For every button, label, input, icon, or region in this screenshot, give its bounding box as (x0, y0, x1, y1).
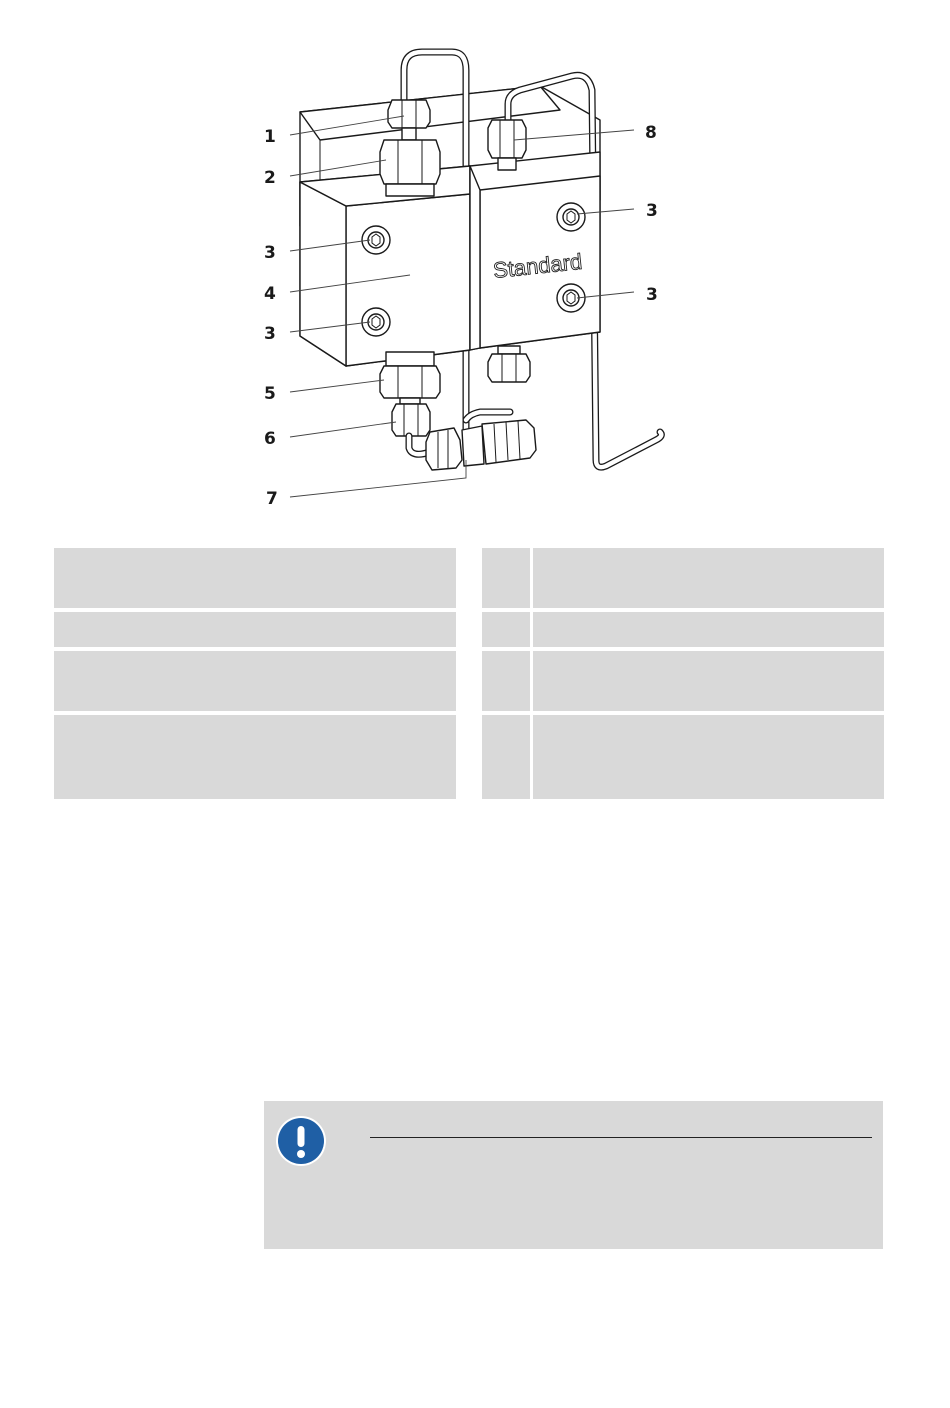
screw-icon-right-top (557, 203, 585, 231)
legend-text (54, 651, 456, 711)
legend-row (54, 715, 456, 799)
notice-divider (370, 1137, 872, 1138)
legend-number (482, 612, 533, 647)
callout-3-left-bottom: 3 (264, 324, 276, 344)
legend-text (54, 548, 456, 608)
legend-text (533, 548, 884, 608)
legend-text (54, 612, 456, 647)
right-bottom-fitting (488, 346, 530, 382)
legend-row (54, 548, 456, 608)
callout-2: 2 (264, 168, 276, 188)
legend-text (533, 612, 884, 647)
callout-4: 4 (264, 284, 276, 304)
standard-engraving: Standard (491, 248, 584, 283)
top-fitting-large-nut (380, 140, 440, 196)
screw-icon-left-top (362, 226, 390, 254)
callout-3-left-top: 3 (264, 243, 276, 263)
callout-7: 7 (266, 489, 278, 509)
callout-8: 8 (645, 123, 657, 143)
bottom-fitting-small-nut (392, 398, 430, 436)
legend-row (482, 548, 884, 608)
notice-box (264, 1101, 883, 1249)
callout-6: 6 (264, 429, 276, 449)
coupling-union (426, 420, 536, 470)
legend-text (533, 715, 884, 799)
bottom-fitting-large-nut (380, 352, 440, 398)
legend-number (482, 651, 533, 711)
legend-number (482, 548, 533, 608)
legend-row (482, 715, 884, 799)
callout-3-right-top: 3 (646, 201, 658, 221)
callout-1: 1 (264, 127, 276, 147)
callout-5: 5 (264, 384, 276, 404)
left-cell-block (300, 166, 470, 366)
legend-right (482, 548, 884, 803)
legend-row (482, 612, 884, 647)
legend-row (54, 651, 456, 711)
legend-text (533, 651, 884, 711)
legend-text (54, 715, 456, 799)
legend-number (482, 715, 533, 799)
device-figure (0, 0, 950, 530)
callout-3-right-bottom: 3 (646, 285, 658, 305)
exclamation-mark-icon (275, 1115, 327, 1167)
screw-icon-left-bottom (362, 308, 390, 336)
notice-heading (370, 1115, 872, 1137)
legend-row (54, 612, 456, 647)
legend-row (482, 651, 884, 711)
legend-left (54, 548, 456, 803)
